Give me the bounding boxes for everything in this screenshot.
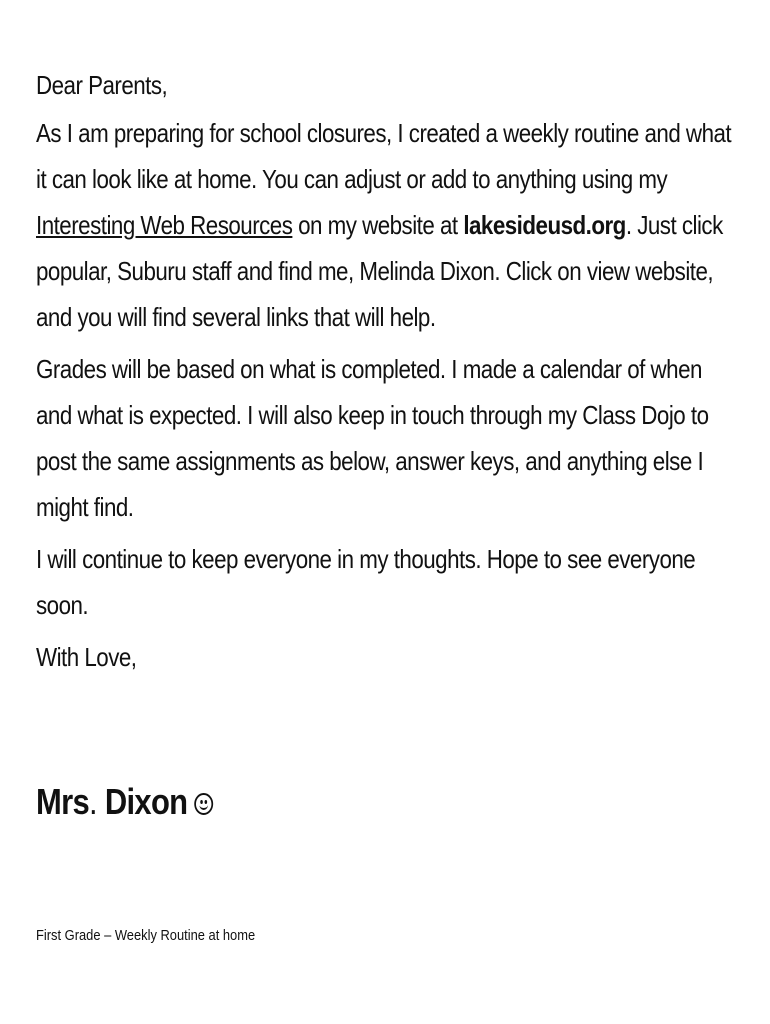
signature-title: Mrs: [36, 781, 89, 822]
greeting: Dear Parents,: [36, 70, 168, 100]
paragraph-resources-end: . Just click popular, Suburu staff and find me, Melinda Dixon. Click on view website, and you will find several links that will help.: [36, 210, 723, 332]
smiley-face-icon: [194, 793, 213, 815]
signature-name: Dixon: [96, 781, 188, 822]
paragraph-thoughts: I will continue to keep everyone in my thoughts. Hope to see everyone soon.: [36, 544, 696, 620]
paragraph-resources: [36, 110, 736, 340]
signoff: With Love,: [36, 642, 137, 672]
website-name: lakesideusd.org: [463, 210, 626, 240]
interesting-web-resources-link[interactable]: Interesting Web Resources: [36, 210, 293, 240]
signature: [36, 778, 213, 826]
paragraph-resources-mid: on my website at: [292, 210, 464, 240]
letter-body: [36, 62, 736, 686]
paragraph-grades: Grades will be based on what is completed. I made a calendar of when and what is expected. I will also keep in touch through my Class Dojo to post the same assignments as below, answer keys, and anything else I might find.: [36, 354, 709, 522]
paragraph-resources-intro: As I am preparing for school closures, I created a weekly routine and what it can look like at home. You can adjust or add to anything using my: [36, 118, 732, 194]
signature-dot: .: [88, 781, 97, 822]
page-footer: First Grade – Weekly Routine at home: [36, 927, 256, 944]
